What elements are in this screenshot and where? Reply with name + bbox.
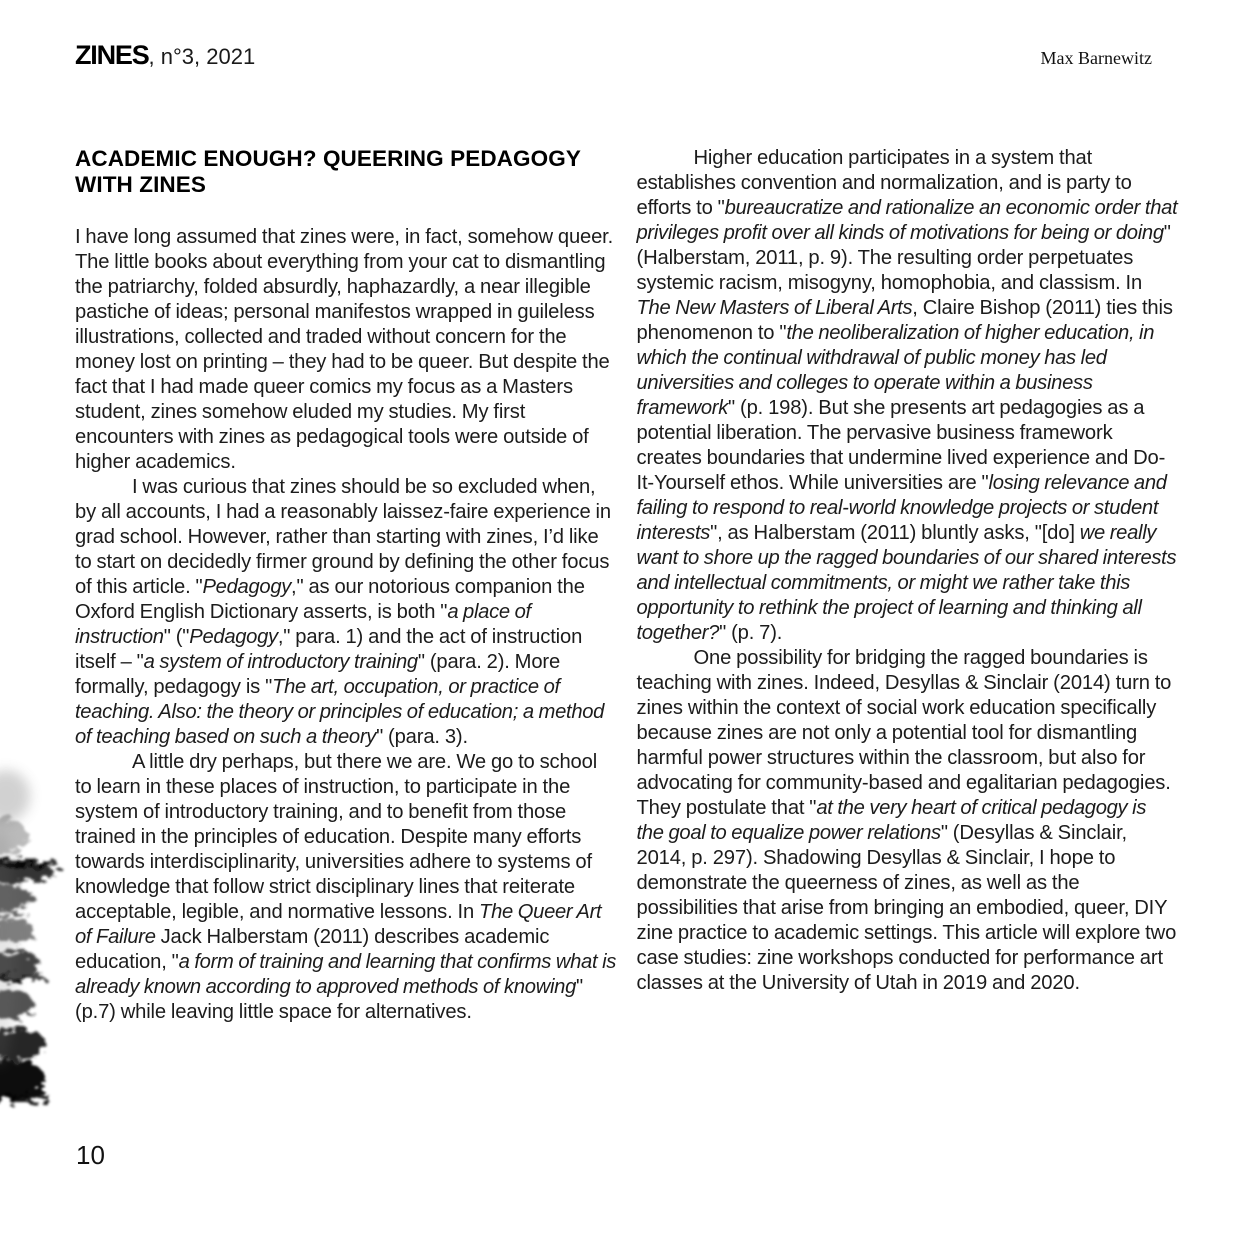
- text-run: One possibility for bridging the ragged boundaries is teaching with zines. Indeed, Desyllas & Sinclair (2014) turn to zines within the context of social work education specifically because zines are not only a potential tool for dismantling harmful power structures within the classroom, but also for advocating for community-based and egalitarian pedagogies. They postulate that ": [636, 647, 1172, 819]
- paragraph: [75, 750, 617, 1025]
- text-run: " (para. 2). More formally, pedagogy is ": [75, 651, 561, 698]
- text-run: A little dry perhaps, but there we are. We go to school to learn in these places of instruction, to participate in the system of introductory training, and to benefit from those trained in the principles of education. Despite many efforts towards interdisciplinarity, universities adhere to systems of knowledge that follow strict disciplinary lines that reiterate acceptable, legible, and normative lessons. In: [75, 751, 598, 923]
- author-name: Max Barnewitz: [1040, 48, 1152, 68]
- text-run: " (p.7) while leaving little space for alternatives.: [75, 976, 584, 1023]
- italic-text-run: Pedagogy: [202, 576, 292, 598]
- text-run: I have long assumed that zines were, in fact, somehow queer. The little books about everything from your cat to dismantling the patriarchy, folded absurdly, haphazardly, a near illegible pastiche of ideas; personal manifestos wrapped in guileless illustrations, collected and traded without concern for the money lost on printing – they had to be queer. But despite the fact that I had made queer comics my focus as a Masters student, zines somehow eluded my studies. My first encounters with zines as pedagogical tools were outside of higher academics.: [75, 226, 614, 473]
- right-column-text: [637, 146, 1179, 996]
- italic-text-run: losing relevance and failing to respond to real-world knowledge projects or student interests: [636, 472, 1167, 544]
- italic-text-run: The art, occupation, or practice of teaching. Also: the theory or principles of education; a method of teaching based on such a theory: [75, 676, 605, 748]
- paragraph: [75, 475, 617, 750]
- text-run: " (p. 198). But she presents art pedagogies as a potential liberation. The pervasive business framework creates boundaries that undermine lived experience and Do-It-Yourself ethos. While universities are ": [636, 397, 1166, 494]
- left-column-text: [75, 225, 617, 1025]
- text-run: " (Desyllas & Sinclair, 2014, p. 297). Shadowing Desyllas & Sinclair, I hope to demonstrate the queerness of zines, as well as the possibilities that arise from bringing an embodied, queer, DIY zine practice to academic settings. This article will explore two case studies: zine workshops conducted for performance art classes at the University of Utah in 2019 and 2020.: [636, 822, 1177, 994]
- left-column: [75, 146, 617, 1025]
- ink-smudge-decoration: [0, 758, 70, 1114]
- journal-info: [75, 40, 255, 71]
- italic-text-run: a place of instruction: [75, 601, 531, 648]
- journal-name: ZINES: [75, 40, 149, 70]
- paragraph: [75, 225, 617, 475]
- text-run: Jack Halberstam (2011) describes academic education, ": [75, 926, 550, 973]
- text-run: ," para. 1) and the act of instruction itself – ": [75, 626, 583, 673]
- italic-text-run: Pedagogy: [189, 626, 278, 648]
- text-run: I was curious that zines should be so excluded when, by all accounts, I had a reasonably laissez-faire experience in grad school. However, rather than starting with zines, I’d like to start on decidedly firmer ground by defining the other focus of this article. ": [75, 476, 611, 598]
- italic-text-run: a system of introductory training: [143, 651, 418, 673]
- journal-issue: , n°3, 2021: [148, 44, 256, 69]
- right-column: [637, 146, 1179, 1025]
- text-run: ", as Halberstam (2011) bluntly asks, "[do]: [710, 522, 1080, 544]
- page-header: [75, 40, 1152, 71]
- text-run: , Claire Bishop (2011) ties this phenomenon to ": [636, 297, 1173, 344]
- article-body: [75, 146, 1178, 1025]
- italic-text-run: we really want to shore up the ragged boundaries of our shared interests and intellectual commitments, or might we rather take this opportunity to rethink the project of learning and thinking all together?: [636, 522, 1177, 644]
- italic-text-run: The New Masters of Liberal Arts: [636, 297, 913, 319]
- paragraph: [637, 646, 1179, 996]
- text-run: " (p. 7).: [719, 622, 783, 644]
- italic-text-run: the neoliberalization of higher education, in which the continual withdrawal of public money has led universities and colleges to operate within a business framework: [636, 322, 1155, 419]
- page-number: 10: [76, 1140, 105, 1170]
- text-run: ," as our notorious companion the Oxford English Dictionary asserts, is both ": [75, 576, 585, 623]
- italic-text-run: The Queer Art of Failure: [75, 901, 602, 948]
- text-run: " (Halberstam, 2011, p. 9). The resulting order perpetuates systemic racism, misogyny, homophobia, and classism. In: [636, 222, 1171, 294]
- text-run: " (para. 3).: [376, 726, 468, 748]
- text-run: Higher education participates in a system that establishes convention and normalization, and is party to efforts to ": [636, 147, 1132, 219]
- italic-text-run: a form of training and learning that confirms what is already known according to approved methods of knowing: [75, 951, 617, 998]
- paragraph: [637, 146, 1179, 646]
- article-title: ACADEMIC ENOUGH? QUEERING PEDAGOGY WITH ZINES: [75, 146, 581, 197]
- italic-text-run: at the very heart of critical pedagogy is the goal to equalize power relations: [636, 797, 1147, 844]
- text-run: " (": [163, 626, 190, 648]
- italic-text-run: bureaucratize and rationalize an economic order that privileges profit over all kinds of motivations for being or doing: [636, 197, 1178, 244]
